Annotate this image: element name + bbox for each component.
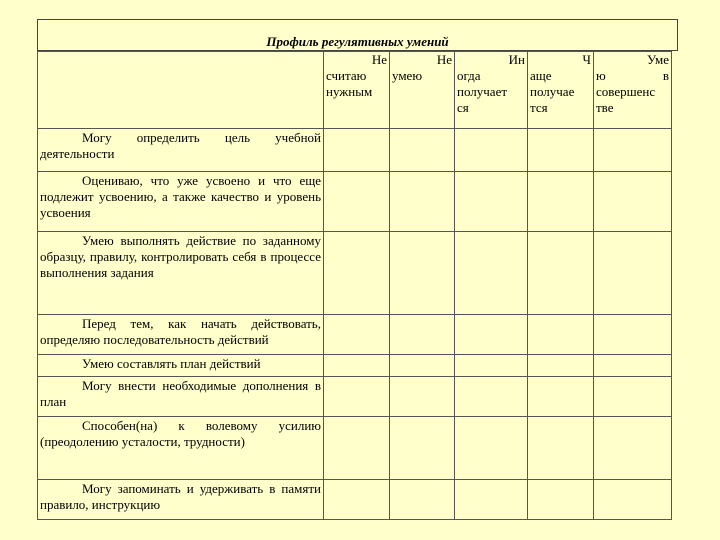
answer-cell[interactable]: [594, 315, 672, 355]
answer-cell[interactable]: [390, 417, 455, 480]
answer-cell[interactable]: [324, 232, 390, 315]
answer-cell[interactable]: [390, 129, 455, 172]
table-row: [38, 172, 672, 232]
answer-cell[interactable]: [528, 377, 594, 417]
table-row: [38, 377, 672, 417]
answer-cell[interactable]: [390, 315, 455, 355]
answer-cell[interactable]: [455, 377, 528, 417]
table-title: Профиль регулятивных умений: [38, 20, 678, 51]
answer-cell[interactable]: [594, 377, 672, 417]
row-label: Умею выполнять действие по заданному образцу, правилу, контролировать себя в процессе выполнения задания: [38, 232, 324, 315]
answer-cell[interactable]: [594, 129, 672, 172]
table-row: [38, 315, 672, 355]
header-col-sometimes: Ин огда получает ся: [455, 52, 528, 129]
answer-cell[interactable]: [390, 355, 455, 377]
answer-cell[interactable]: [390, 377, 455, 417]
row-label: Могу определить цель учебной деятельности: [38, 129, 324, 172]
header-col-cannot: Не умею: [390, 52, 455, 129]
table-row: [38, 480, 672, 520]
answer-cell[interactable]: [594, 480, 672, 520]
answer-cell[interactable]: [528, 232, 594, 315]
answer-cell[interactable]: [594, 172, 672, 232]
row-label: Оцениваю, что уже усвоено и что еще подлежит усвоению, а также качество и уровень усвоения: [38, 172, 324, 232]
answer-cell[interactable]: [324, 355, 390, 377]
answer-cell[interactable]: [528, 417, 594, 480]
answer-cell[interactable]: [455, 355, 528, 377]
answer-cell[interactable]: [455, 129, 528, 172]
row-label: Перед тем, как начать действовать, определяю последовательность действий: [38, 315, 324, 355]
answer-cell[interactable]: [324, 377, 390, 417]
answer-cell[interactable]: [455, 315, 528, 355]
answer-cell[interactable]: [455, 480, 528, 520]
table-row: [38, 417, 672, 480]
table-row: [38, 355, 672, 377]
header-row: [38, 52, 672, 129]
answer-cell[interactable]: [324, 315, 390, 355]
header-col-perfect: Уме ю в совершенс тве: [594, 52, 672, 129]
header-col-often: Ч аще получае тся: [528, 52, 594, 129]
answer-cell[interactable]: [455, 417, 528, 480]
row-label: Способен(на) к волевому усилию (преодолению усталости, трудности): [38, 417, 324, 480]
table-row: [38, 129, 672, 172]
title-table: [37, 19, 678, 51]
answer-cell[interactable]: [594, 417, 672, 480]
answer-cell[interactable]: [324, 172, 390, 232]
row-label: Умею составлять план действий: [38, 355, 324, 377]
answer-cell[interactable]: [528, 129, 594, 172]
answer-cell[interactable]: [324, 417, 390, 480]
answer-cell[interactable]: [390, 480, 455, 520]
skills-profile-table: [37, 51, 672, 520]
answer-cell[interactable]: [528, 480, 594, 520]
header-empty-cell: [38, 52, 324, 129]
answer-cell[interactable]: [594, 355, 672, 377]
answer-cell[interactable]: [455, 172, 528, 232]
row-label: Могу внести необходимые дополнения в план: [38, 377, 324, 417]
answer-cell[interactable]: [528, 172, 594, 232]
answer-cell[interactable]: [455, 232, 528, 315]
answer-cell[interactable]: [390, 232, 455, 315]
answer-cell[interactable]: [324, 480, 390, 520]
answer-cell[interactable]: [528, 355, 594, 377]
answer-cell[interactable]: [324, 129, 390, 172]
table-row: [38, 232, 672, 315]
answer-cell[interactable]: [528, 315, 594, 355]
answer-cell[interactable]: [594, 232, 672, 315]
header-col-not-needed: Не считаю нужным: [324, 52, 390, 129]
row-label: Могу запоминать и удерживать в памяти правило, инструкцию: [38, 480, 324, 520]
answer-cell[interactable]: [390, 172, 455, 232]
